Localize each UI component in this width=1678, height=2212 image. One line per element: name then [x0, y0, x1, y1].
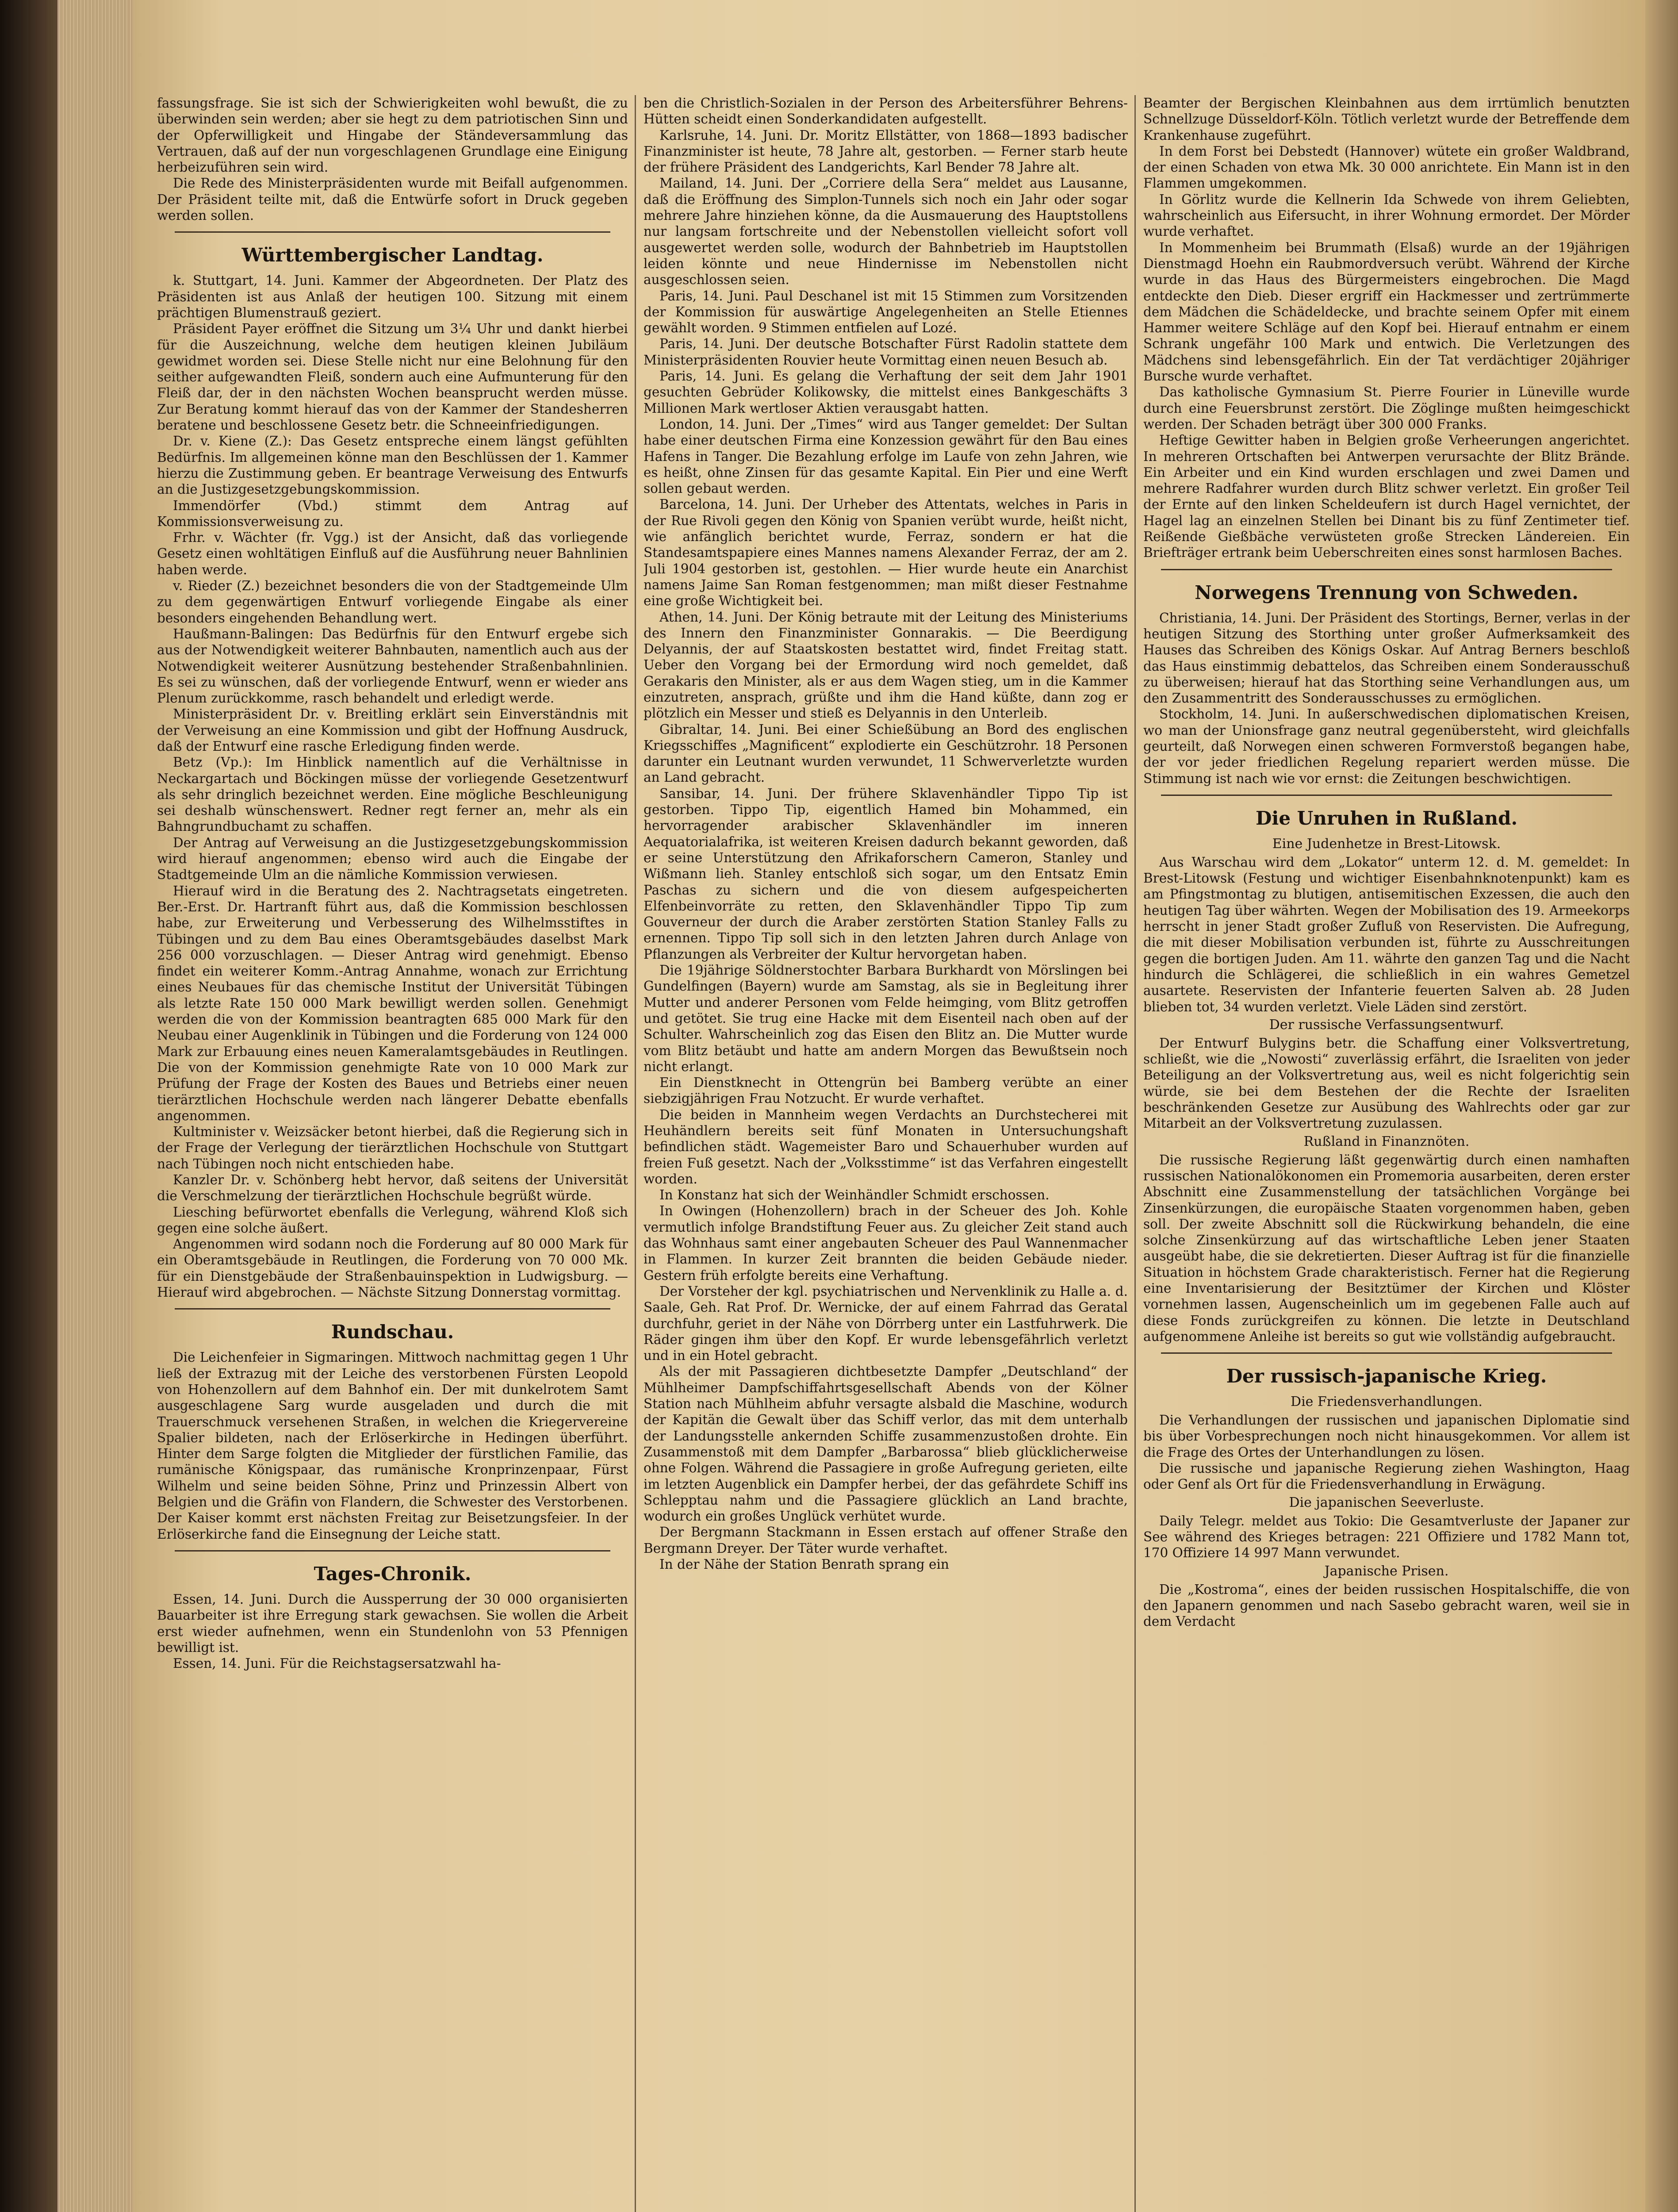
paragraph: Hierauf wird in die Beratung des 2. Nachtragsetats eingetreten. Ber.-Erst. Dr. Hartranft führt aus, daß die Kommission beschlossen habe, zur Erweiterung und Verbesserung des Wilhelmsstiftes in Tübingen und zu dem Bau eines Oberamtsgebäudes daselbst Mark 256 000 vorzuschlagen. — Dieser Antrag wird genehmigt. Ebenso findet ein weiterer Komm.-Antrag Annahme, wonach zur Errichtung eines Neubaues für das chemische Institut der Universität Tübingen als letzte Rate 150 000 Mark bewilligt werden sollen. Genehmigt werden die von der Kommission beantragten 685 000 Mark für den Neubau einer Augenklinik in Tübingen und die Forderung von 124 000 Mark zur Erbauung eines neuen Kameralamtsgebäudes in Reutlingen. Die von der Kommission genehmigte Rate von 10 000 Mark zur Prüfung der Frage der Kosten des Baues und Betriebs einer neuen tierärztlichen Hochschule werden nach längerer Debatte ebenfalls angenommen.	[157, 883, 628, 1123]
paragraph: In dem Forst bei Debstedt (Hannover) wütete ein großer Waldbrand, der einen Schaden von etwa Mk. 30 000 anrichtete. Ein Mann ist in den Flammen umgekommen.	[1143, 143, 1630, 191]
subheading: Die japanischen Seeverluste.	[1289, 1494, 1484, 1510]
paragraph: Heftige Gewitter haben in Belgien große Verheerungen angerichtet. In mehreren Ortschaften bei Antwerpen verursachte der Blitz Brände. Ein Arbeiter und ein Kind wurden erschlagen und zwei Damen und mehrere Radfahrer wurden durch Blitz schwer verletzt. Ein großer Teil der Ernte auf den linken Scheldeufern ist durch Hagel vernichtet, der Hagel lag an einzelnen Stellen bei Dinant bis zu fünf Zentimeter tief. Reißende Gießbäche verwüsteten große Strecken Ländereien. Ein Briefträger ertrank beim Ueberschreiten eines sonst harmlosen Baches.	[1143, 433, 1630, 561]
paragraph: Paris, 14. Juni. Paul Deschanel ist mit 15 Stimmen zum Vorsitzenden der Kommission für auswärtige Angelegenheiten an Stelle Etiennes gewählt worden. 9 Stimmen entfielen auf Lozé.	[644, 288, 1128, 336]
paragraph: Paris, 14. Juni. Der deutsche Botschafter Fürst Radolin stattete dem Ministerpräsidenten Rouvier heute Vormittag einen neuen Besuch ab.	[644, 336, 1128, 368]
paragraph: London, 14. Juni. Der „Times“ wird aus Tanger gemeldet: Der Sultan habe einer deutschen Firma eine Konzession gewährt für den Bau eines Hafens in Tanger. Die Bezahlung erfolge im Laufe von zehn Jahren, wie es heißt, ohne Zinsen für das gesamte Kapital. Ein Pier und eine Werft sollen gebaut werden.	[644, 416, 1128, 496]
paragraph: Die 19jährige Söldnerstochter Barbara Burkhardt von Mörslingen bei Gundelfingen (Bayern) wurde am Samstag, als sie in Begleitung ihrer Mutter und anderer Personen vom Felde heimging, vom Blitz getroffen und getötet. Sie trug eine Hacke mit dem Eisenteil nach oben auf der Schulter. Wahrscheinlich zog das Eisen den Blitz an. Die Mutter wurde vom Blitz betäubt und hatte am andern Morgen das Bewußtsein noch nicht erlangt.	[644, 963, 1128, 1074]
paragraph: Ministerpräsident Dr. v. Breitling erklärt sein Einverständnis mit der Verweisung an eine Kommission und gibt der Hoffnung Ausdruck, daß der Entwurf eine rasche Erledigung finden werde.	[157, 707, 628, 754]
subheading: Japanische Prisen.	[1324, 1563, 1449, 1579]
paragraph: v. Rieder (Z.) bezeichnet besonders die von der Stadtgemeinde Ulm zu dem gegenwärtigen Entwurf vorliegende Eingabe als einer besonders eingehenden Behandlung wert.	[157, 578, 628, 626]
next-page-edge	[1645, 0, 1678, 2212]
section-divider	[175, 1308, 610, 1310]
paragraph: Athen, 14. Juni. Der König betraute mit der Leitung des Ministeriums des Innern den Finanzminister Gonnarakis. — Die Beerdigung Delyannis, der auf Staatskosten bestattet wird, findet Freitag statt. Ueber den Vorgang bei der Ermordung wird noch gemeldet, daß Gerakaris den Minister, als er aus dem Wagen stieg, um in die Kammer einzutreten, ansprach, grüßte und ihm die Hand küßte, dann zog er plötzlich ein Messer und stieß es Delyannis in den Unterleib.	[644, 609, 1128, 721]
paragraph: Essen, 14. Juni. Durch die Aussperrung der 30 000 organisierten Bauarbeiter ist ihre Erregung stark gewachsen. Sie wollen die Arbeit erst wieder aufnehmen, wenn ein Stundenlohn von 53 Pfennigen bewilligt ist.	[157, 1591, 628, 1655]
paragraph: Sansibar, 14. Juni. Der frühere Sklavenhändler Tippo Tip ist gestorben. Tippo Tip, eigentlich Hamed bin Mohammed, ein hervorragender arabischer Sklavenhändler im inneren Aequatorialafrika, ist weiteren Kreisen dadurch bekannt geworden, daß er seine Unterstützung den Afrikaforschern Cameron, Stanley und Wißmann lieh. Stanley entschloß sich sogar, um den Entsatz Emin Paschas zu sichern und die von diesem aufgespeicherten Elfenbeinvorräte zu retten, den Sklavenhändler Tippo Tip zum Gouverneur der durch die Araber zerstörten Station Stanley Falls zu ernennen. Tippo Tip soll sich in den letzten Jahren durch Anlage von Pflanzungen als Verbreiter der Kultur hervorgetan haben.	[644, 786, 1128, 962]
paragraph: Essen, 14. Juni. Für die Reichstagsersatzwahl ha-	[173, 1656, 501, 1671]
paragraph: Aus Warschau wird dem „Lokator“ unterm 12. d. M. gemeldet: In Brest-Litowsk (Festung und wichtiger Eisenbahnknotenpunkt) kam es am Pfingstmontag zu blutigen, antisemitischen Exzessen, die auch den heutigen Tag über währten. Wegen der Mobilisation des 19. Armeekorps herrscht in jener Stadt großer Zufluß von Reservisten. Die Aufregung, die mit dieser Mobilisation verbunden ist, führte zu Ausschreitungen gegen die bortigen Juden. Am 11. währte den ganzen Tag und die Nacht hindurch die Schlägerei, die schließlich in ein wahres Gemetzel ausartete. Reservisten der Infanterie feuerten Salven ab. 28 Juden blieben tot, 34 wurden verletzt. Viele Läden sind zerstört.	[1143, 854, 1630, 1014]
section-divider	[1161, 795, 1612, 796]
section-heading: Die Unruhen in Rußland.	[1255, 807, 1518, 829]
paragraph: Der Bergmann Stackmann in Essen erstach auf offener Straße den Bergmann Dreyer. Der Täter wurde verhaftet.	[644, 1525, 1128, 1556]
article-landtag	[157, 273, 628, 1300]
column-rule	[1134, 95, 1136, 2212]
subheading: Rußland in Finanznöten.	[1303, 1133, 1470, 1149]
paragraph: Barcelona, 14. Juni. Der Urheber des Attentats, welches in Paris in der Rue Rivoli gegen den König von Spanien verübt wurde, heißt nicht, wie anfänglich berichtet wurde, Ferraz, sondern er hat die Standesamtspapiere eines Mannes namens Alexander Ferraz, der am 2. Juli 1904 gestorben ist, gestohlen. — Hier wurde heute ein Anarchist namens Jaime San Roman festgenommen; man mißt dieser Festnahme eine große Wichtigkeit bei.	[644, 497, 1128, 609]
paragraph: In Konstanz hat sich der Weinhändler Schmidt erschossen.	[659, 1187, 1050, 1203]
section-divider	[175, 231, 610, 233]
paragraph: In Mommenheim bei Brummath (Elsaß) wurde an der 19jährigen Dienstmagd Hoehn ein Raubmordversuch verübt. Während der Kirche wurde in das Haus des Bürgermeisters eingebrochen. Die Magd entdeckte den Dieb. Dieser ergriff ein Hackmesser und zertrümmerte dem Mädchen die Schädeldecke, und brachte seinem Opfer mit einem Hammer weitere Schläge auf den Kopf bei. Hierauf entnahm er einem Schrank ungefähr 100 Mark und entwich. Die Verletzungen des Mädchens sind lebensgefährlich. Ein der Tat verdächtiger 20jähriger Bursche wurde verhaftet.	[1143, 240, 1630, 384]
paragraph: Die russische und japanische Regierung ziehen Washington, Haag oder Genf als Ort für die Friedensverhandlung in Erwägung.	[1143, 1461, 1630, 1492]
section-heading: Rundschau.	[331, 1321, 454, 1343]
paragraph: Ein Dienstknecht in Ottengrün bei Bamberg verübte an einer siebzigjährigen Frau Notzucht. Er wurde verhaftet.	[644, 1075, 1128, 1106]
subheading: Eine Judenhetze in Brest-Litowsk.	[1272, 836, 1501, 852]
section-divider	[1161, 1352, 1612, 1354]
paragraph: In Görlitz wurde die Kellnerin Ida Schwede von ihrem Geliebten, wahrscheinlich aus Eifersucht, in ihrer Wohnung ermordet. Der Mörder wurde verhaftet.	[1143, 192, 1630, 239]
paragraph: Als der mit Passagieren dichtbesetzte Dampfer „Deutschland“ der Mühlheimer Dampfschiffahrtsgesellschaft Abends von der Kölner Station nach Mühlheim abfuhr versagte alsbald die Maschine, wodurch der Kapitän die Gewalt über das Schiff verlor, das mit dem unterhalb der Landungsstelle ankernden Schiffe zusammenzustoßen drohte. Ein Zusammenstoß mit dem Dampfer „Barbarossa“ blieb glücklicherweise ohne Folgen. Während die Passagiere in große Aufregung gerieten, eilte im letzten Augenblick ein Dampfer herbei, der das gefährdete Schiff ins Schlepptau nahm und die Passagiere glücklich an Land brachte, wodurch ein großes Unglück verhütet wurde.	[644, 1364, 1128, 1524]
section-heading: Württembergischer Landtag.	[241, 244, 544, 266]
paragraph: Die Verhandlungen der russischen und japanischen Diplomatie sind bis über Vorbesprechungen noch nicht hinausgekommen. Vor allem ist die Frage des Ortes der Unterhandlungen zu lösen.	[1143, 1413, 1630, 1460]
paragraph: Die beiden in Mannheim wegen Verdachts an Durchstecherei mit Heuhändlern bereits seit fünf Monaten in Untersuchungshaft befindlichen städt. Wagemeister Baro und Schauerhuber wurden auf freien Fuß gesetzt. Nach der „Volksstimme“ ist das Verfahren eingestellt worden.	[644, 1107, 1128, 1187]
paragraph: Daily Telegr. meldet aus Tokio: Die Gesamtverluste der Japaner zur See während des Krieges betragen: 221 Offiziere und 1782 Mann tot, 170 Offiziere 14 997 Mann verwundet.	[1143, 1513, 1630, 1561]
book-binding	[0, 0, 57, 2212]
section-heading: Norwegens Trennung von Schweden.	[1195, 581, 1578, 603]
paragraph: Immendörfer (Vbd.) stimmt dem Antrag auf Kommissionsverweisung zu.	[157, 498, 628, 529]
paragraph: Beamter der Bergischen Kleinbahnen aus dem irrtümlich benutzten Schnellzuge Düsseldorf-Köln. Tötlich verletzt wurde der Betreffende dem Krankenhause zugeführt.	[1143, 96, 1630, 143]
paragraph: Gibraltar, 14. Juni. Bei einer Schießübung an Bord des englischen Kriegsschiffes „Magnificent“ explodierte ein Geschützrohr. 18 Personen darunter ein Leutnant wurden verwundet, 11 Schwerverletzte wurden an Land gebracht.	[644, 722, 1128, 785]
article-continued	[157, 95, 628, 223]
paragraph: Paris, 14. Juni. Es gelang die Verhaftung der seit dem Jahr 1901 gesuchten Gebrüder Kolikowsky, die mittelst eines Bankgeschäfts 3 Millionen Mark wertloser Aktien verausgabt hatten.	[644, 369, 1128, 416]
paragraph: In der Nähe der Station Benrath sprang ein	[659, 1557, 949, 1572]
paragraph: Angenommen wird sodann noch die Forderung auf 80 000 Mark für ein Oberamtsgebäude in Reutlingen, die Forderung von 70 000 Mk. für ein Dienstgebäude der Straßenbauinspektion in Ludwigsburg. — Hierauf wird abgebrochen. — Nächste Sitzung Donnerstag vormittag.	[157, 1237, 628, 1300]
paragraph: Karlsruhe, 14. Juni. Dr. Moritz Ellstätter, von 1868—1893 badischer Finanzminister ist heute, 78 Jahre alt, gestorben. — Ferner starb heute der frühere Präsident des Landgerichts, Karl Bender 78 Jahre alt.	[644, 127, 1128, 175]
paragraph: Frhr. v. Wächter (fr. Vgg.) ist der Ansicht, daß das vorliegende Gesetz einen wohltätigen Einfluß auf die Ausführung neuer Bahnlinien haben werde.	[157, 530, 628, 577]
paragraph: Christiania, 14. Juni. Der Präsident des Stortings, Berner, verlas in der heutigen Sitzung des Storthing unter großer Aufmerksamkeit des Hauses das Schreiben des Königs Oskar. Auf Antrag Berners beschloß das Haus einstimmig debattelos, das Schreiben einem Sonderausschuß zu überweisen; hierauf hat das Storthing seine Verhandlungen aus, um den Zusammentritt des Sonderausschusses zu ermöglichen.	[1143, 610, 1630, 706]
paragraph: Mailand, 14. Juni. Der „Corriere della Sera“ meldet aus Lausanne, daß die Eröffnung des Simplon-Tunnels sich noch ein Jahr oder sogar mehrere Jahre hinziehen könne, da die Ausmauerung des Hauptstollens nur langsam fortschreite und der Nebenstollen vielleicht sofort voll ausgewertet werden solle, wodurch der Bahnbetrieb im Hauptstollen leiden könnte und neue Hindernisse im Nebenstollen nicht ausgeschlossen seien.	[644, 176, 1128, 288]
paragraph: Liesching befürwortet ebenfalls die Verlegung, während Kloß sich gegen eine solche äußert.	[157, 1204, 628, 1236]
paragraph: Kanzler Dr. v. Schönberg hebt hervor, daß seitens der Universität die Verschmelzung der tierärztlichen Hochschule begrüßt würde.	[157, 1172, 628, 1204]
column-1	[157, 95, 628, 2212]
paragraph: Der Antrag auf Verweisung an die Justizgesetzgebungskommission wird hierauf angenommen; ebenso wird auch die Eingabe der Stadtgemeinde Ulm an die nämliche Kommission verwiesen.	[157, 835, 628, 883]
paragraph: Haußmann-Balingen: Das Bedürfnis für den Entwurf ergebe sich aus der Notwendigkeit weiterer Bahnbauten, namentlich auch aus der Notwendigkeit weiterer Ausnützung bestehender Straßenbahnlinien. Es sei zu wünschen, daß der vorliegende Entwurf, wenn er wieder ans Plenum zurückkomme, rasch behandelt und erledigt werde.	[157, 626, 628, 706]
paragraph: fassungsfrage. Sie ist sich der Schwierigkeiten wohl bewußt, die zu überwinden sein werden; aber sie hegt zu dem patriotischen Sinn und der Opferwilligkeit und Hingabe der Ständeversammlung das Vertrauen, daß auf der nun vorgeschlagenen Grundlage eine Einigung herbeizuführen sein wird.	[157, 96, 628, 175]
paragraph: Dr. v. Kiene (Z.): Das Gesetz entspreche einem längst gefühlten Bedürfnis. Im allgemeinen könne man den Beschlüssen der 1. Kammer hierzu die Zustimmung geben. Er beantrage Verweisung des Entwurfs an die Justizgesetzgebungskommission.	[157, 434, 628, 497]
section-heading: Der russisch-japanische Krieg.	[1226, 1365, 1547, 1387]
page-edges	[57, 0, 137, 2212]
paragraph: Die russische Regierung läßt gegenwärtig durch einen namhaften russischen Nationalökonomen ein Promemoria ausarbeiten, deren erster Abschnitt eine Zusammenstellung der tatsächlichen Vorgänge bei Zinsenkürzungen, die europäische Staaten vorgenommen haben, geben soll. Der zweite Abschnitt soll die Rückwirkung behandeln, die eine solche Zinsenkürzung auf das wirtschaftliche Leben jener Staaten ausgeübt habe, die sie dekretierten. Dieser Auftrag ist für die finanzielle Situation in höchstem Grade charakteristisch. Ferner hat die Regierung eine Inventarisierung der Besitztümer der Kirchen und Klöster vornehmen lassen, Augenscheinlich um im gegebenen Falle auch auf diese Fonds zurückgreifen zu können. Die letzte in Deutschland aufgenommene Anleihe ist bereits so gut wie vollständig aufgebraucht.	[1143, 1152, 1630, 1344]
paragraph: Stockholm, 14. Juni. In außerschwedischen diplomatischen Kreisen, wo man der Unionsfrage ganz neutral gegenübersteht, wird gleichfalls geurteilt, daß Norwegen einen schweren Formverstoß begangen habe, der vor jeder friedlichen Regelung repariert werden müsse. Die Stimmung ist nach wie vor ernst: die Zeitungen beschwichtigen.	[1143, 707, 1630, 786]
paragraph: Betz (Vp.): Im Hinblick namentlich auf die Verhältnisse in Neckargartach und Böckingen müsse der vorliegende Gesetzentwurf als sehr dringlich bezeichnet werden. Eine mögliche Beschleunigung sei deshalb wünschenswert. Redner regt ferner an, mehr als ein Bahngrundbuchamt zu schaffen.	[157, 755, 628, 834]
section-divider	[1161, 569, 1612, 570]
paragraph: Die „Kostroma“, eines der beiden russischen Hospitalschiffe, die von den Japanern genommen und nach Sasebo gebracht waren, weil sie in dem Verdacht	[1143, 1582, 1630, 1629]
section-heading: Tages-Chronik.	[314, 1563, 471, 1585]
paragraph: Die Rede des Ministerpräsidenten wurde mit Beifall aufgenommen. Der Präsident teilte mit, daß die Entwürfe sofort in Druck gegeben werden sollen.	[157, 176, 628, 223]
paragraph: Der Vorsteher der kgl. psychiatrischen und Nervenklinik zu Halle a. d. Saale, Geh. Rat Prof. Dr. Wernicke, der auf einem Fahrrad das Geratal durchfuhr, geriet in der Nähe von Dörrberg unter ein Lastfuhrwerk. Die Räder gingen ihm über den Kopf. Er wurde lebensgefährlich verletzt und in ein Hotel gebracht.	[644, 1283, 1128, 1363]
paragraph: Der Entwurf Bulygins betr. die Schaffung einer Volksvertretung, schließt, wie die „Nowosti“ zuverlässig erfährt, die Israeliten von jeder Beteiligung an der Volksvertretung aus, weil es nicht folgerichtig sein würde, sie bei dem Bestehen der die Rechte der Israeliten beschränkenden Gesetze zur Ausübung des Wahlrechts oder gar zur Mitarbeit an der Volksvertretung zuzulassen.	[1143, 1035, 1630, 1131]
paragraph: In Owingen (Hohenzollern) brach in der Scheuer des Joh. Kohle vermutlich infolge Brandstiftung Feuer aus. Zu gleicher Zeit stand auch das Wohnhaus samt einer angebauten Scheuer des Paul Wannenmacher in Flammen. In kurzer Zeit brannten die beiden Gebäude nieder. Gestern früh erfolgte bereits eine Verhaftung.	[644, 1203, 1128, 1283]
paragraph: Das katholische Gymnasium St. Pierre Fourier in Lüneville wurde durch eine Feuersbrunst zerstört. Die Zöglinge mußten heimgeschickt werden. Der Schaden beträgt über 300 000 Franks.	[1143, 384, 1630, 432]
column-3	[1143, 95, 1630, 2212]
paragraph: Kultminister v. Weizsäcker betont hierbei, daß die Regierung sich in der Frage der Verlegung der tierärztlichen Hochschule von Stuttgart nach Tübingen noch nicht entschieden habe.	[157, 1124, 628, 1171]
paragraph: Präsident Payer eröffnet die Sitzung um 3¼ Uhr und dankt hierbei für die Auszeichnung, welche dem heutigen kleinen Jubiläum gewidmet worden sei. Diese Stelle nicht nur eine Belohnung für den seither aufgewandten Fleiß, sondern auch eine Aufmunterung für den Fleiß dar, der in den nächsten Wochen beansprucht werden müsse. Zur Beratung kommt hierauf das von der Kammer der Standesherren beratene und beschlossene Gesetz betr. die Schneeinfriedigungen.	[157, 321, 628, 433]
paragraph: k. Stuttgart, 14. Juni. Kammer der Abgeordneten. Der Platz des Präsidenten ist aus Anlaß der heutigen 100. Sitzung mit einem prächtigen Blumenstrauß geziert.	[157, 273, 628, 320]
subheading: Der russische Verfassungsentwurf.	[1269, 1017, 1504, 1033]
section-divider	[175, 1550, 610, 1551]
paragraph: ben die Christlich-Sozialen in der Person des Arbeitersführer Behrens-Hütten scheidt einen Sonderkandidaten aufgestellt.	[644, 96, 1128, 127]
paragraph: Die Leichenfeier in Sigmaringen. Mittwoch nachmittag gegen 1 Uhr ließ der Extrazug mit der Leiche des verstorbenen Fürsten Leopold von Hohenzollern auf dem Bahnhof ein. Der mit dunkelrotem Samt ausgeschlagene Sarg wurde ausgeladen und durch die mit Trauerschmuck versehenen Straßen, in welchen die Kriegervereine Spalier bildeten, nach der Erlöserkirche in Hedingen überführt. Hinter dem Sarge folgten die Mitglieder der fürstlichen Familie, das rumänische Königspaar, das rumänische Kronprinzenpaar, Fürst Wilhelm und seine beiden Söhne, Prinz und Prinzessin Albert von Belgien und die Gräfin von Flandern, die Schwester des Verstorbenen. Der Kaiser kommt erst nächsten Freitag zur Beisetzungsfeier. In der Erlöserkirche fand die Einsegnung der Leiche statt.	[157, 1350, 628, 1542]
column-2	[644, 95, 1128, 2212]
subheading: Die Friedensverhandlungen.	[1291, 1394, 1483, 1410]
column-rule	[635, 95, 636, 2212]
